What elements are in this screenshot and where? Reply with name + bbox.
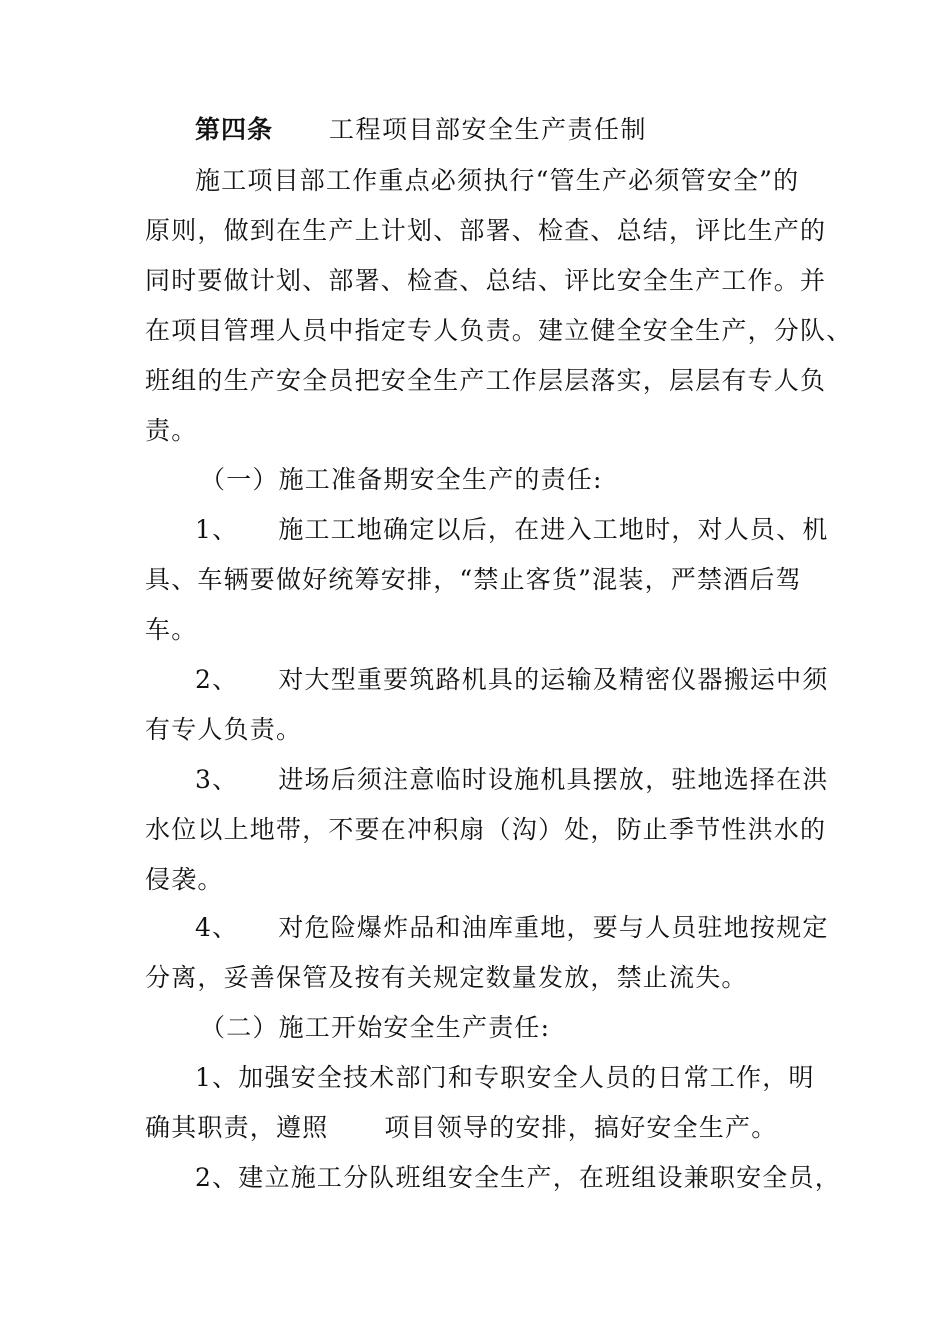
list-item-first-line: [195, 664, 865, 696]
article-number: 第四条: [195, 115, 274, 144]
intro-line: 同时要做计划、部署、检查、总结、评比安全生产工作。并: [145, 266, 827, 295]
item-text: 具、车辆要做好统筹安排，“禁止客货”混装，严禁酒后驾: [145, 565, 802, 594]
list-item-first-line: [195, 514, 865, 546]
article-title: 工程项目部安全生产责任制: [329, 115, 648, 144]
item-number: 4、: [195, 913, 239, 942]
list-item-first-line: [195, 764, 865, 796]
item-text: 1、加强安全技术部门和专职安全人员的日常工作，明: [195, 1063, 815, 1092]
section-heading: （二）施工开始安全生产责任:: [200, 1013, 551, 1042]
item-text: 侵袭。: [145, 865, 224, 894]
item-text: 进场后须注意临时设施机具摆放，驻地选择在洪: [278, 765, 829, 794]
intro-line: 原则，做到在生产上计划、部署、检查、总结，评比生产的: [145, 216, 827, 245]
item-text: 对大型重要筑路机具的运输及精密仪器搬运中须: [278, 665, 829, 694]
article-heading: [195, 114, 647, 146]
intro-line: 班组的生产安全员把安全生产工作层层落实，层层有专人负: [145, 366, 827, 395]
item-number: 3、: [195, 765, 239, 794]
intro-line: 施工项目部工作重点必须执行“管生产必须管安全”的: [195, 166, 800, 195]
item-number: 1、: [195, 515, 239, 544]
item-text: 对危险爆炸品和油库重地，要与人员驻地按规定: [278, 913, 829, 942]
item-text: 分离，妥善保管及按有关规定数量发放，禁止流失。: [145, 963, 748, 992]
item-text: 有专人负责。: [145, 715, 303, 744]
item-text: 2、建立施工分队班组安全生产，在班组设兼职安全员，: [195, 1163, 841, 1192]
intro-line: 责。: [145, 416, 198, 445]
item-text: 施工工地确定以后，在进入工地时，对人员、机: [278, 515, 829, 544]
item-number: 2、: [195, 665, 239, 694]
intro-line: 在项目管理人员中指定专人负责。建立健全安全生产，分队、: [145, 316, 853, 345]
list-item-first-line: [195, 912, 865, 944]
item-text: 水位以上地带，不要在冲积扇（沟）处，防止季节性洪水的: [145, 815, 827, 844]
item-text: 确其职责，遵照: [145, 1113, 329, 1142]
item-text: 项目领导的安排，搞好安全生产。: [384, 1113, 778, 1142]
item-text: 车。: [145, 615, 198, 644]
list-item-line: [145, 1112, 815, 1144]
section-heading: （一）施工准备期安全生产的责任:: [200, 465, 603, 494]
